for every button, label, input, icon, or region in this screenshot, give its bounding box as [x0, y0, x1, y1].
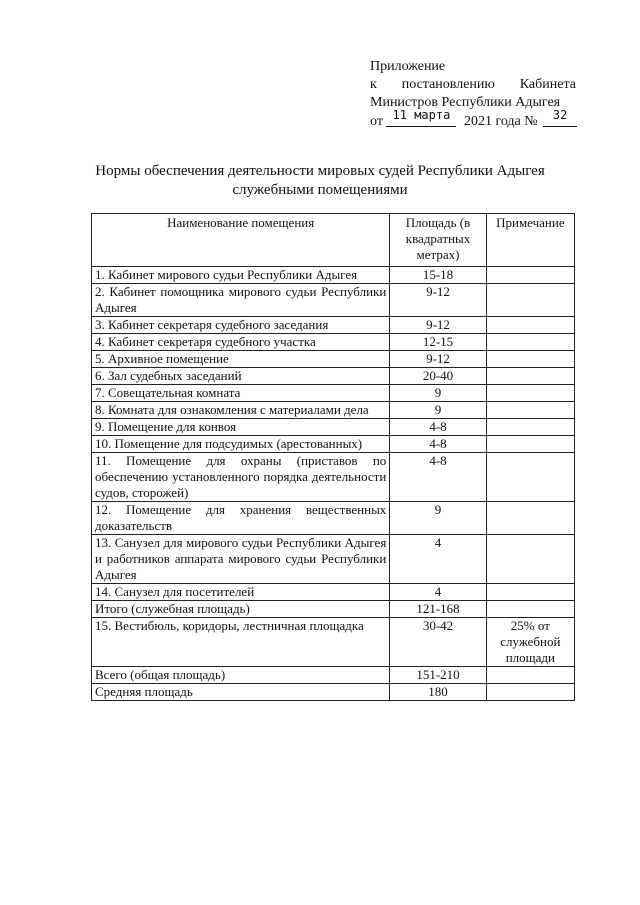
cell-note [486, 667, 574, 684]
table-row [92, 402, 575, 419]
cell-note [486, 267, 574, 284]
cell-area: 9-12 [390, 317, 486, 334]
table-row [92, 317, 575, 334]
cell-note [486, 351, 574, 368]
table-row [92, 351, 575, 368]
appendix-word-k: к [370, 77, 377, 92]
cell-room-name: Средняя площадь [92, 684, 390, 701]
cell-area: 20-40 [390, 368, 486, 385]
cell-room-name: 13. Санузел для мирового судьи Республики Адыгея и работников аппарата мирового судьи Республики Адыгея [92, 535, 390, 584]
norms-table [91, 213, 575, 701]
header-note: Примечание [486, 214, 574, 267]
table-header-row [92, 214, 575, 267]
cell-note [486, 368, 574, 385]
cell-note [486, 385, 574, 402]
cell-room-name: Всего (общая площадь) [92, 667, 390, 684]
cell-area: 9-12 [390, 284, 486, 317]
date-middle: 2021 года № [463, 114, 538, 129]
cell-room-name: 12. Помещение для хранения вещественных доказательств [92, 502, 390, 535]
number-value: 32 [552, 108, 568, 122]
cell-area: 9-12 [390, 351, 486, 368]
cell-area: 4-8 [390, 453, 486, 502]
document-title [60, 162, 580, 200]
table-row [92, 618, 575, 667]
appendix-decree-line [370, 76, 576, 94]
cell-note [486, 502, 574, 535]
table-row [92, 368, 575, 385]
cell-note [486, 684, 574, 701]
table-row [92, 267, 575, 284]
cell-area: 9 [390, 402, 486, 419]
appendix-header [370, 58, 576, 131]
date-prefix: от [370, 114, 383, 129]
cell-area: 121-168 [390, 601, 486, 618]
cell-room-name: 1. Кабинет мирового судьи Республики Адыгея [92, 267, 390, 284]
cell-note [486, 453, 574, 502]
header-room-name: Наименование помещения [92, 214, 390, 267]
cell-note [486, 601, 574, 618]
cell-room-name: 4. Кабинет секретаря судебного участка [92, 334, 390, 351]
appendix-label: Приложение [370, 59, 446, 74]
cell-note: 25% от служебной площади [486, 618, 574, 667]
table-row [92, 601, 575, 618]
cell-room-name: 5. Архивное помещение [92, 351, 390, 368]
cell-room-name: Итого (служебная площадь) [92, 601, 390, 618]
cell-room-name: 7. Совещательная комната [92, 385, 390, 402]
table-row [92, 284, 575, 317]
header-area: Площадь (в квадратных метрах) [390, 214, 486, 267]
cell-area: 9 [390, 385, 486, 402]
cell-area: 4-8 [390, 419, 486, 436]
cell-area: 30-42 [390, 618, 486, 667]
cell-area: 180 [390, 684, 486, 701]
cell-room-name: 11. Помещение для охраны (приставов по обеспечению установленного порядка деятельности судов, сторожей) [92, 453, 390, 502]
cell-room-name: 6. Зал судебных заседаний [92, 368, 390, 385]
date-value: 11 марта [392, 108, 451, 122]
cell-room-name: 15. Вестибюль, коридоры, лестничная площадка [92, 618, 390, 667]
title-line-1: Нормы обеспечения деятельности мировых судей Республики Адыгея [95, 163, 545, 179]
cell-room-name: 8. Комната для ознакомления с материалами дела [92, 402, 390, 419]
cell-area: 4 [390, 535, 486, 584]
appendix-date-line [370, 108, 576, 131]
appendix-word-decree: постановлению [401, 77, 495, 92]
table-row [92, 419, 575, 436]
number-field [543, 108, 577, 127]
table-row [92, 535, 575, 584]
cell-note [486, 436, 574, 453]
cell-room-name: 2. Кабинет помощника мирового судьи Республики Адыгея [92, 284, 390, 317]
cell-room-name: 10. Помещение для подсудимых (арестованных) [92, 436, 390, 453]
cell-area: 12-15 [390, 334, 486, 351]
table-row [92, 385, 575, 402]
cell-room-name: 3. Кабинет секретаря судебного заседания [92, 317, 390, 334]
cell-room-name: 9. Помещение для конвоя [92, 419, 390, 436]
table-row [92, 502, 575, 535]
date-field [386, 108, 456, 127]
title-line-2: служебными помещениями [232, 182, 408, 198]
cell-area: 4-8 [390, 436, 486, 453]
appendix-word-cabinet: Кабинета [519, 77, 576, 92]
cell-note [486, 317, 574, 334]
cell-note [486, 334, 574, 351]
appendix-ministers: Министров Республики Адыгея [370, 95, 561, 110]
table-row [92, 684, 575, 701]
table-row [92, 334, 575, 351]
table-row [92, 584, 575, 601]
cell-area: 151-210 [390, 667, 486, 684]
cell-note [486, 402, 574, 419]
table-row [92, 453, 575, 502]
cell-area: 4 [390, 584, 486, 601]
cell-note [486, 584, 574, 601]
cell-note [486, 284, 574, 317]
cell-area: 15-18 [390, 267, 486, 284]
cell-area: 9 [390, 502, 486, 535]
cell-note [486, 419, 574, 436]
cell-note [486, 535, 574, 584]
table-row [92, 667, 575, 684]
table-row [92, 436, 575, 453]
cell-room-name: 14. Санузел для посетителей [92, 584, 390, 601]
